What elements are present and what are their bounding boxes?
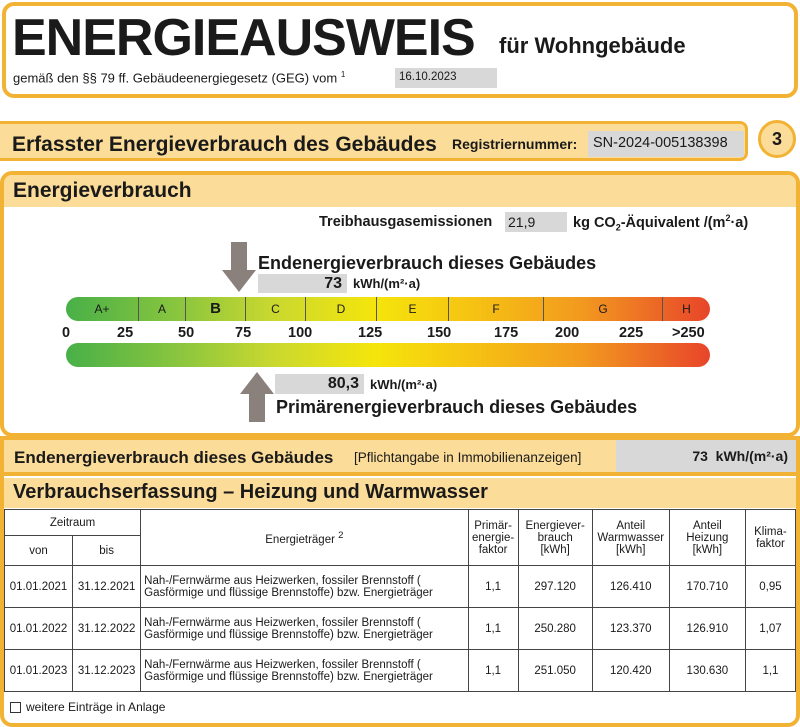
cell-consumption: 250.280 — [518, 608, 592, 650]
mandatory-statement-value-box — [616, 440, 796, 472]
cell-climate-factor: 1,07 — [745, 608, 795, 650]
scale-tick-label: 175 — [494, 325, 519, 341]
column-header-primary-factor: Primär- energie- faktor — [468, 510, 518, 566]
mandatory-value-number: 73 — [692, 448, 708, 464]
issue-date: 16.10.2023 — [395, 68, 497, 88]
cell-consumption: 251.050 — [518, 650, 592, 692]
energy-class-h: H — [662, 297, 710, 321]
column-header-period: Zeitraum — [5, 510, 141, 536]
column-header-to: bis — [73, 536, 141, 566]
primary-energy-up-arrow-icon — [240, 372, 274, 422]
footnote-marker: 1 — [340, 70, 346, 79]
scale-tick-label: 225 — [619, 325, 644, 341]
energy-class-d: D — [305, 297, 376, 321]
energy-consumption-header — [4, 175, 796, 207]
scale-tick-label: 100 — [288, 325, 313, 341]
energy-class-e: E — [376, 297, 448, 321]
more-entries-label: weitere Einträge in Anlage — [26, 700, 166, 714]
ghg-emissions-unit — [573, 213, 748, 233]
cell-to: 31.12.2021 — [73, 566, 141, 608]
mandatory-statement-note: [Pflichtangabe in Immobilienanzeigen] — [354, 450, 582, 465]
more-entries-checkbox[interactable] — [10, 702, 21, 713]
final-energy-unit: kWh/(m²·a) — [353, 276, 421, 291]
ghg-unit-superscript: 2 — [725, 213, 731, 223]
final-energy-label: Endenergieverbrauch dieses Gebäudes — [258, 253, 597, 273]
ghg-unit-subscript: 2 — [615, 222, 621, 233]
scale-tick-label: 150 — [427, 325, 452, 341]
cell-climate-factor: 0,95 — [745, 566, 795, 608]
table-row — [5, 650, 796, 692]
scale-tick-label: 0 — [62, 325, 71, 341]
cell-climate-factor: 1,1 — [745, 650, 795, 692]
cell-hot-water: 126.410 — [592, 566, 669, 608]
cell-hot-water: 123.370 — [592, 608, 669, 650]
cell-carrier: Nah-/Fernwärme aus Heizwerken, fossiler Brennstoff ( Gasförmige und flüssige Brennstoffe) bzw. Energieträger — [141, 608, 468, 650]
column-header-from: von — [5, 536, 73, 566]
ghg-emissions-label: Treibhausgasemissionen — [319, 214, 493, 230]
consumption-record-header — [4, 478, 796, 508]
cell-from: 01.01.2023 — [5, 650, 73, 692]
energy-class-scale — [66, 297, 710, 321]
cell-carrier: Nah-/Fernwärme aus Heizwerken, fossiler Brennstoff ( Gasförmige und flüssige Brennstoffe) bzw. Energieträger — [141, 566, 468, 608]
energy-class-a: A — [138, 297, 185, 321]
cell-heating: 130.630 — [669, 650, 745, 692]
energy-gradient-bar — [66, 343, 710, 367]
cell-from: 01.01.2021 — [5, 566, 73, 608]
mandatory-statement-band — [0, 436, 800, 476]
cell-to: 31.12.2022 — [73, 608, 141, 650]
more-entries-option — [10, 700, 165, 714]
final-energy-down-arrow-icon — [222, 242, 256, 292]
primary-energy-value: 80,3 — [275, 374, 364, 394]
consumption-record-title: Verbrauchserfassung – Heizung und Warmwasser — [13, 481, 488, 503]
consumption-table — [4, 509, 796, 692]
energy-class-g: G — [543, 297, 662, 321]
scale-tick-label: 125 — [358, 325, 383, 341]
scale-tick-label: 75 — [235, 325, 252, 341]
column-header-hot-water: Anteil Warmwasser [kWh] — [592, 510, 669, 566]
cell-primary-factor: 1,1 — [468, 608, 518, 650]
footnote-marker: 2 — [338, 529, 344, 541]
mandatory-value-unit: kWh/(m²·a) — [715, 448, 788, 464]
document-title: ENERGIEAUSWEIS — [12, 9, 475, 67]
cell-consumption: 297.120 — [518, 566, 592, 608]
scale-tick-label: >250 — [672, 325, 705, 341]
energy-class-f: F — [448, 297, 543, 321]
scale-tick-label: 200 — [555, 325, 580, 341]
final-energy-value: 73 — [258, 274, 347, 293]
energy-class-c: C — [245, 297, 305, 321]
ghg-unit-part: ·a) — [730, 214, 749, 231]
column-header-consumption: Energiever- brauch [kWh] — [518, 510, 592, 566]
cell-to: 31.12.2023 — [73, 650, 141, 692]
mandatory-statement-value — [692, 448, 788, 464]
carrier-header-label: Energieträger — [265, 533, 335, 546]
ghg-unit-part: -Äquivalent /(m — [620, 214, 726, 231]
cell-hot-water: 120.420 — [592, 650, 669, 692]
energy-class-a-plus: A+ — [94, 302, 110, 316]
scale-tick-label: 25 — [117, 325, 134, 341]
cell-heating: 126.910 — [669, 608, 745, 650]
primary-energy-unit: kWh/(m²·a) — [370, 377, 438, 392]
table-row — [5, 608, 796, 650]
column-header-heating: Anteil Heizung [kWh] — [669, 510, 745, 566]
document-subtitle: für Wohngebäude — [499, 33, 686, 58]
registration-number: SN-2024-005138398 — [588, 131, 744, 157]
table-row — [5, 566, 796, 608]
energy-class-b: B — [185, 297, 245, 321]
mandatory-statement-title: Endenergieverbrauch dieses Gebäudes — [14, 448, 334, 467]
registration-label: Registriernummer: — [452, 136, 578, 152]
cell-primary-factor: 1,1 — [468, 650, 518, 692]
scale-tick-label: 50 — [178, 325, 195, 341]
column-header-carrier — [141, 510, 468, 566]
ghg-emissions-value: 21,9 — [505, 212, 567, 232]
cell-from: 01.01.2022 — [5, 608, 73, 650]
section-title: Erfasster Energieverbrauch des Gebäudes — [12, 133, 437, 156]
cell-carrier: Nah-/Fernwärme aus Heizwerken, fossiler Brennstoff ( Gasförmige und flüssige Brennstoffe) bzw. Energieträger — [141, 650, 468, 692]
column-header-climate-factor: Klima- faktor — [745, 510, 795, 566]
cell-heating: 170.710 — [669, 566, 745, 608]
page-number-badge: 3 — [758, 120, 796, 158]
section-band — [0, 121, 748, 161]
legal-basis-text — [13, 70, 345, 85]
cell-primary-factor: 1,1 — [468, 566, 518, 608]
ghg-unit-part: kg CO — [573, 214, 616, 231]
primary-energy-label: Primärenergieverbrauch dieses Gebäudes — [276, 397, 638, 417]
legal-basis-label: gemäß den §§ 79 ff. Gebäudeenergiegesetz (GEG) vom — [13, 70, 338, 86]
energy-consumption-title: Energieverbrauch — [13, 179, 192, 202]
